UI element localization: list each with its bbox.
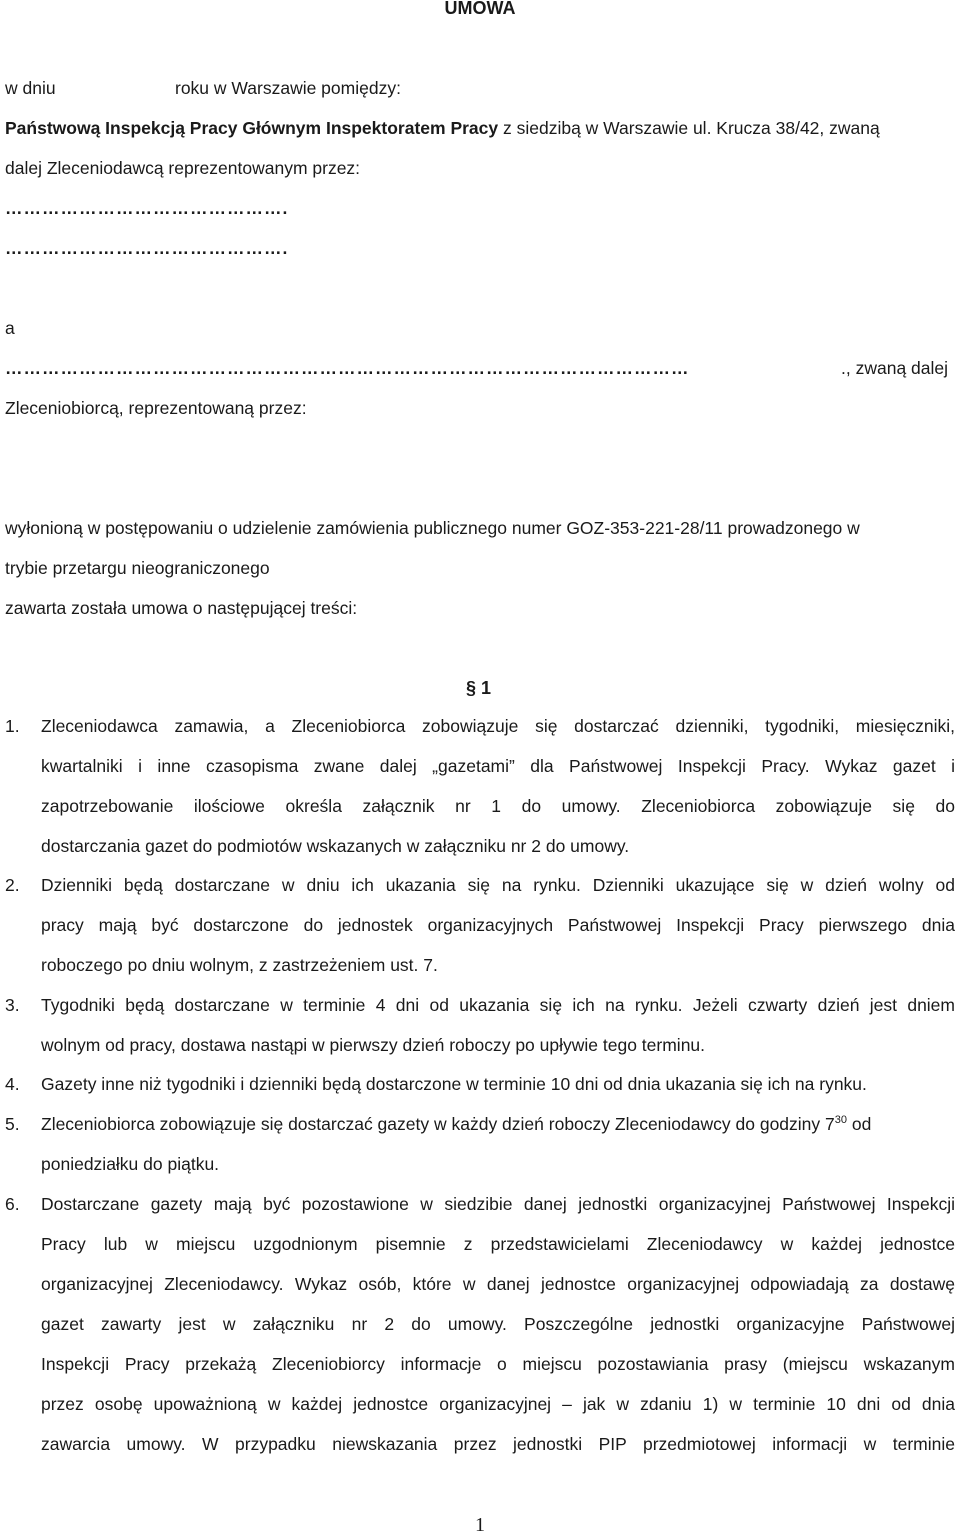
party2-dots: …………………………………………………………………………………………………	[5, 358, 690, 378]
party1-line2: dalej Zleceniodawcą reprezentowanym przez:	[5, 158, 361, 178]
page-number: 1	[475, 1514, 485, 1536]
intro-date-suffix: roku w Warszawie pomiędzy:	[175, 78, 401, 98]
paragraph-2-number: 2.	[5, 875, 20, 895]
paragraph-4-number: 4.	[5, 1074, 20, 1094]
party1-name: Państwową Inspekcją Pracy Głównym Inspektoratem Pracy	[5, 118, 499, 138]
representative-dots-1: ……………………………………….	[5, 198, 289, 218]
representative-dots-2: ……………………………………….	[5, 238, 289, 258]
paragraph-5-number: 5.	[5, 1114, 20, 1134]
paragraph-6-number: 6.	[5, 1194, 20, 1214]
paragraph-6-line-1: Dostarczane gazety mają być pozostawione w siedzibie danej jednostki organizacyjnej Państwowej Inspekcji	[41, 1194, 955, 1214]
selection-line-2: trybie przetargu nieograniczonego	[5, 558, 270, 578]
paragraph-6-line-5: Inspekcji Pracy przekażą Zleceniobiorcy informacje o miejscu pozostawiania prasy (miejscu wskazanym	[41, 1354, 955, 1374]
paragraph-5-line-1	[41, 1114, 871, 1134]
paragraph-4-line-1: Gazety inne niż tygodniki i dzienniki będą dostarczone w terminie 10 dni od dnia ukazania się ich na rynku.	[41, 1074, 867, 1094]
selection-line-3: zawarta została umowa o następującej treści:	[5, 598, 358, 618]
conjunction-a: a	[5, 318, 15, 338]
intro-date-prefix: w dniu	[5, 78, 56, 98]
paragraph-3-line-1: Tygodniki będą dostarczane w terminie 4 dni od ukazania się ich na rynku. Jeżeli czwarty dzień jest dniem	[41, 995, 955, 1015]
paragraph-1-line-2: kwartalniki i inne czasopisma zwane dalej „gazetami” dla Państwowej Inspekcji Pracy. Wykaz gazet i	[41, 756, 955, 776]
paragraph-5-line-2: poniedziałku do piątku.	[41, 1154, 220, 1174]
paragraph-2-line-1: Dzienniki będą dostarczane w dniu ich ukazania się na rynku. Dzienniki ukazujące się w dzień wolny od	[41, 875, 955, 895]
paragraph-1-line-3: zapotrzebowanie ilościowe określa załącznik nr 1 do umowy. Zleceniobiorca zobowiązuje się do	[41, 796, 955, 816]
document-title: UMOWA	[444, 0, 516, 18]
paragraph-6-line-7: zawarcia umowy. W przypadku niewskazania przez jednostki PIP przedmiotowej informacji w terminie	[41, 1434, 955, 1454]
selection-line-1: wyłonioną w postępowaniu o udzielenie zamówienia publicznego numer GOZ-353-221-28/11 prowadzonego w	[5, 518, 860, 538]
party2-suffix: ., zwaną dalej	[841, 358, 949, 378]
paragraph-6-line-6: przez osobę upoważnioną w każdej jednostce organizacyjnej – jak w zdaniu 1) w terminie 10 dni od dnia	[41, 1394, 955, 1414]
party2-line2: Zleceniobiorcą, reprezentowaną przez:	[5, 398, 307, 418]
paragraph-6-line-4: gazet zawarty jest w załączniku nr 2 do umowy. Poszczególne jednostki organizacyjne Państwowej	[41, 1314, 955, 1334]
paragraph-5-time-minutes: 30	[834, 1114, 847, 1127]
paragraph-5-text: Zleceniobiorca zobowiązuje się dostarczać gazety w każdy dzień roboczy Zleceniodawcy do godziny 7	[41, 1114, 835, 1134]
paragraph-1-line-1: Zleceniodawca zamawia, a Zleceniobiorca zobowiązuje się dostarczać dzienniki, tygodniki, miesięczniki,	[41, 716, 955, 736]
paragraph-6-line-3: organizacyjnej Zleceniodawcy. Wykaz osób, które w danej jednostce organizacyjnej odpowiadają za dostawę	[41, 1274, 955, 1294]
section-heading: § 1	[466, 678, 492, 698]
paragraph-2-line-3: roboczego po dniu wolnym, z zastrzeżeniem ust. 7.	[41, 955, 438, 975]
paragraph-3-number: 3.	[5, 995, 20, 1015]
paragraph-1-line-4: dostarczania gazet do podmiotów wskazanych w załączniku nr 2 do umowy.	[41, 836, 630, 856]
paragraph-3-line-2: wolnym od pracy, dostawa nastąpi w pierwszy dzień roboczy po upływie tego terminu.	[41, 1035, 706, 1055]
paragraph-5-text-end: od	[847, 1114, 872, 1134]
paragraph-6-line-2: Pracy lub w miejscu uzgodnionym pisemnie z przedstawicielami Zleceniodawcy w każdej jednostce	[41, 1234, 955, 1254]
paragraph-1-number: 1.	[5, 716, 20, 736]
paragraph-2-line-2: pracy mają być dostarczone do jednostek organizacyjnych Państwowej Inspekcji Pracy pierwszego dnia	[41, 915, 955, 935]
party1-line1	[5, 118, 880, 138]
party1-address: z siedzibą w Warszawie ul. Krucza 38/42, zwaną	[498, 118, 880, 138]
